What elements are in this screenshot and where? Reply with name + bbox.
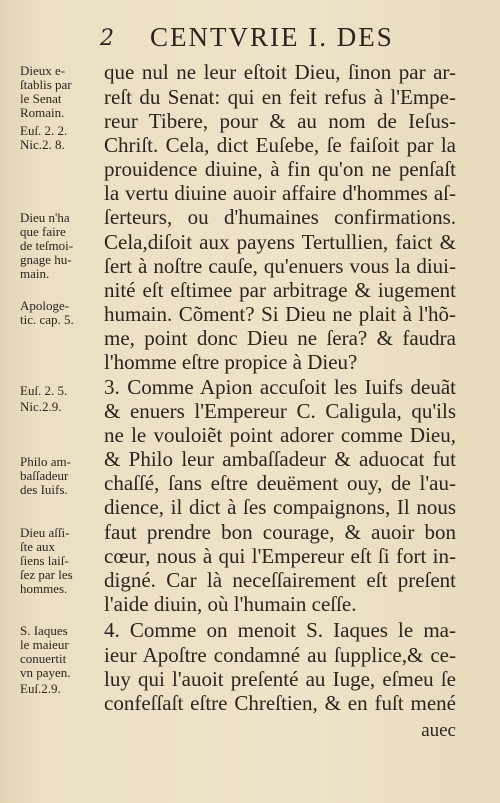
margin-note: Romain.: [20, 105, 65, 120]
text-line: la vertu diuine auoir affaire d'hommes aſ-: [104, 181, 456, 205]
text-line: reſt du Senat: qui en feit refus à l'Empe-: [104, 85, 456, 109]
text-line: & Philo leur ambaſſadeur & aduocat fut: [104, 447, 456, 471]
margin-note: ſez par les: [20, 567, 73, 582]
text-line: chaſſé, ſans eſtre deuëment ouy, de l'au-: [104, 471, 456, 495]
text-line: l'homme eſtre propice à Dieu?: [104, 350, 358, 374]
margin-note: de teſmoi-: [20, 238, 74, 253]
margin-note: Euſ.2.9.: [20, 681, 61, 696]
text-line: digné. Car là neceſſairement eſt preſent: [104, 568, 456, 592]
margin-note: vn payen.: [20, 665, 71, 680]
text-line: ſert à noſtre cauſe, qu'enuers vous la diui-: [104, 254, 456, 278]
text-line: ne le vouloiẽt point adorer comme Dieu,: [104, 423, 456, 447]
margin-note: Euſ. 2. 2.: [20, 123, 68, 138]
page-number: 2: [100, 26, 114, 51]
margin-note: Nic.2. 8.: [20, 137, 65, 152]
text-line: 4. Comme on menoit S. Iaques le ma-: [104, 618, 456, 642]
margin-note: ſtablis par: [20, 77, 72, 92]
text-line: ſerteurs, ou d'humaines confirmations.: [104, 205, 456, 229]
margin-note: hommes.: [20, 581, 68, 596]
margin-note: des Iuifs.: [20, 482, 68, 497]
text-line: luy qui l'auoit preſenté au Iuge, eſmeu ſe: [104, 667, 456, 691]
margin-note: Dieu n'ha: [20, 210, 70, 225]
margin-note: Dieu aſſi-: [20, 525, 70, 540]
text-line: nité eſt eſtimee par arbitrage & iugement: [104, 278, 456, 302]
text-line: me, point donc Dieu ne ſera? & faudra: [104, 326, 456, 350]
margin-note: tic. cap. 5.: [20, 312, 74, 327]
margin-note: gnage hu-: [20, 252, 72, 267]
page-header: [0, 22, 500, 56]
text-line: confeſſaſt eſtre Chreſtien, & en fuſt mené: [104, 691, 456, 715]
running-title: CENTVRIE I. DES: [150, 22, 394, 52]
margin-note: que faire: [20, 224, 66, 239]
text-line: cœur, nous à qui l'Empereur eſt ſi fort in-: [104, 544, 456, 568]
margin-note: baſſadeur: [20, 468, 69, 483]
text-line: Chriſt. Cela, dict Euſebe, ſe faiſoit par la: [104, 133, 456, 157]
margin-note: Nic.2.9.: [20, 399, 62, 414]
text-line: faut prendre bon courage, & auoir bon: [104, 520, 456, 544]
text-line: l'aide diuin, où l'humain ceſſe.: [104, 592, 357, 616]
text-line: 3. Comme Apion accuſoit les Iuifs deuãt: [104, 375, 456, 399]
text-line: reur Tibere, pour & au nom de Ieſus-: [104, 109, 456, 133]
margin-note: Apologe-: [20, 298, 70, 313]
text-line: humain. Cõment? Si Dieu ne plait à l'hõ-: [104, 302, 456, 326]
margin-note: S. Iaques: [20, 623, 68, 638]
margin-note: Philo am-: [20, 454, 71, 469]
margin-note: main.: [20, 266, 50, 281]
margin-note: ſte aux: [20, 539, 56, 554]
margin-note: ſiens laiſ-: [20, 553, 69, 568]
margin-note: le Senat: [20, 91, 62, 106]
text-line: que nul ne leur eſtoit Dieu, ſinon par ar-: [104, 60, 456, 84]
margin-note: Dieux e-: [20, 63, 66, 78]
text-line: Cela,diſoit aux payens Tertullien, faict &: [104, 230, 456, 254]
text-line: & enuers l'Empereur C. Caligula, qu'ils: [104, 399, 456, 423]
margin-note: Euſ. 2. 5.: [20, 383, 68, 398]
margin-note: conuertit: [20, 651, 67, 666]
text-line: ieur Apoſtre condamné au ſupplice,& ce-: [104, 643, 456, 667]
catchword: auec: [421, 720, 456, 741]
text-line: prouidence diuine, à fin qu'on ne penſaſt: [104, 157, 456, 181]
text-line: dience, il dict à ſes compaignons, Il nous: [104, 495, 456, 519]
margin-note: le maieur: [20, 637, 69, 652]
